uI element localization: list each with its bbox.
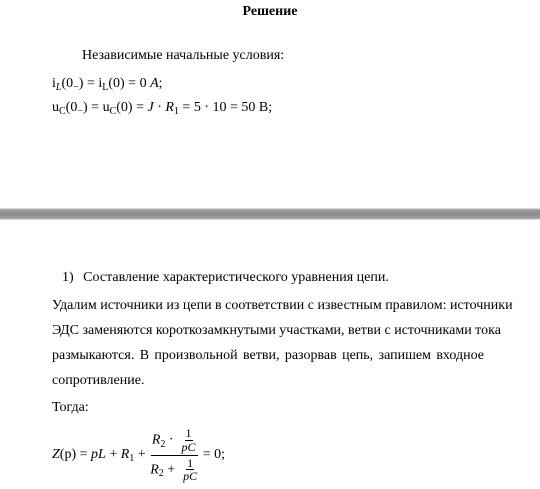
eq1-i-symbol: i [52,76,56,91]
intro-text: Независимые начальные условия: [82,48,285,63]
page-top [0,0,540,208]
formula-plus-2: + [134,447,150,462]
equation-iL [52,76,163,92]
num-inner-fraction [181,427,197,453]
formula-R1: R [120,447,130,462]
formula-main-fraction [149,427,199,482]
den-inner-one: 1 [187,455,194,470]
paragraph-line-3: размыкаются. В произвольной ветви, разорвав цепь, запишем входное [52,348,484,363]
den-inner-pC: pC [183,469,198,484]
formula-p: p [91,447,99,462]
eq2-arg-b: (0) [116,100,133,115]
section-heading [62,270,389,286]
formula-R1-sub: 1 [129,452,135,464]
eq2-minus-sub: − [77,106,83,117]
paragraph-line-4: сопротивление. [52,373,145,388]
eq2-dot: · [153,100,166,115]
num-inner-one: 1 [185,426,192,441]
formula-plus: + [105,447,121,462]
fraction-denominator [149,456,199,483]
eq2-equals-b: = [132,100,148,115]
eq1-value: = 0 [124,76,151,91]
page-title: Решение [242,4,298,19]
formula-equals: = [76,447,92,462]
eq1-end: ; [158,76,163,91]
page-bottom [0,220,540,489]
eq2-equals: = [87,100,103,115]
section-number: 1) [62,270,74,285]
den-R2-sub: 2 [158,467,164,479]
paragraph-line-2: ЭДС заменяются короткозамкнутыми участками, ветви с источниками тока [52,323,501,338]
page-separator [0,208,540,220]
eq2-subscript-C: C [59,106,66,117]
eq1-minus-sub: − [73,82,79,93]
eq1-arg-b: (0) [108,76,125,91]
impedance-formula [52,425,225,485]
formula-L: L [98,447,106,462]
formula-tail: = 0; [199,447,225,462]
num-inner-pC: pC [181,439,196,454]
eq1-arg: (0 [61,76,74,91]
eq1-i-symbol-b: i [98,76,103,91]
eq2-R-sub: 1 [173,106,179,117]
paragraph-line-1: Удалим источники из цепи в соответствии с известным правилом: источники [52,298,513,313]
section-heading-text: Составление характеристического уравнения цепи. [83,270,389,285]
eq2-R: R [165,100,174,115]
eq2-J: J [147,100,154,115]
num-R2-sub: 2 [160,438,166,450]
eq2-close-paren: ) [82,100,88,115]
equation-uC [52,100,272,116]
den-R2: R [150,461,159,477]
eq2-u-symbol-b: u [102,100,110,115]
num-dot: · [165,432,178,448]
formula-Z: Z [52,447,60,462]
eq1-equals: = [83,76,99,91]
eq2-u-symbol: u [52,100,59,115]
eq1-unit: A [150,76,159,91]
num-R2: R [151,432,161,448]
eq1-subscript-L: L [55,82,62,93]
fraction-numerator [151,427,198,455]
eq2-result: = 5 · 10 = 50 В; [178,100,273,115]
den-plus: + [163,461,179,477]
then-label: Тогда: [52,400,89,415]
eq2-subscript-C-b: C [109,106,117,117]
separator-edge-top [0,208,540,209]
eq1-close-paren: ) [78,76,84,91]
formula-Z-arg: (p) [59,447,77,462]
eq2-arg: (0 [65,100,78,115]
eq1-subscript-L-b: L [102,82,109,93]
den-inner-fraction [182,457,198,483]
